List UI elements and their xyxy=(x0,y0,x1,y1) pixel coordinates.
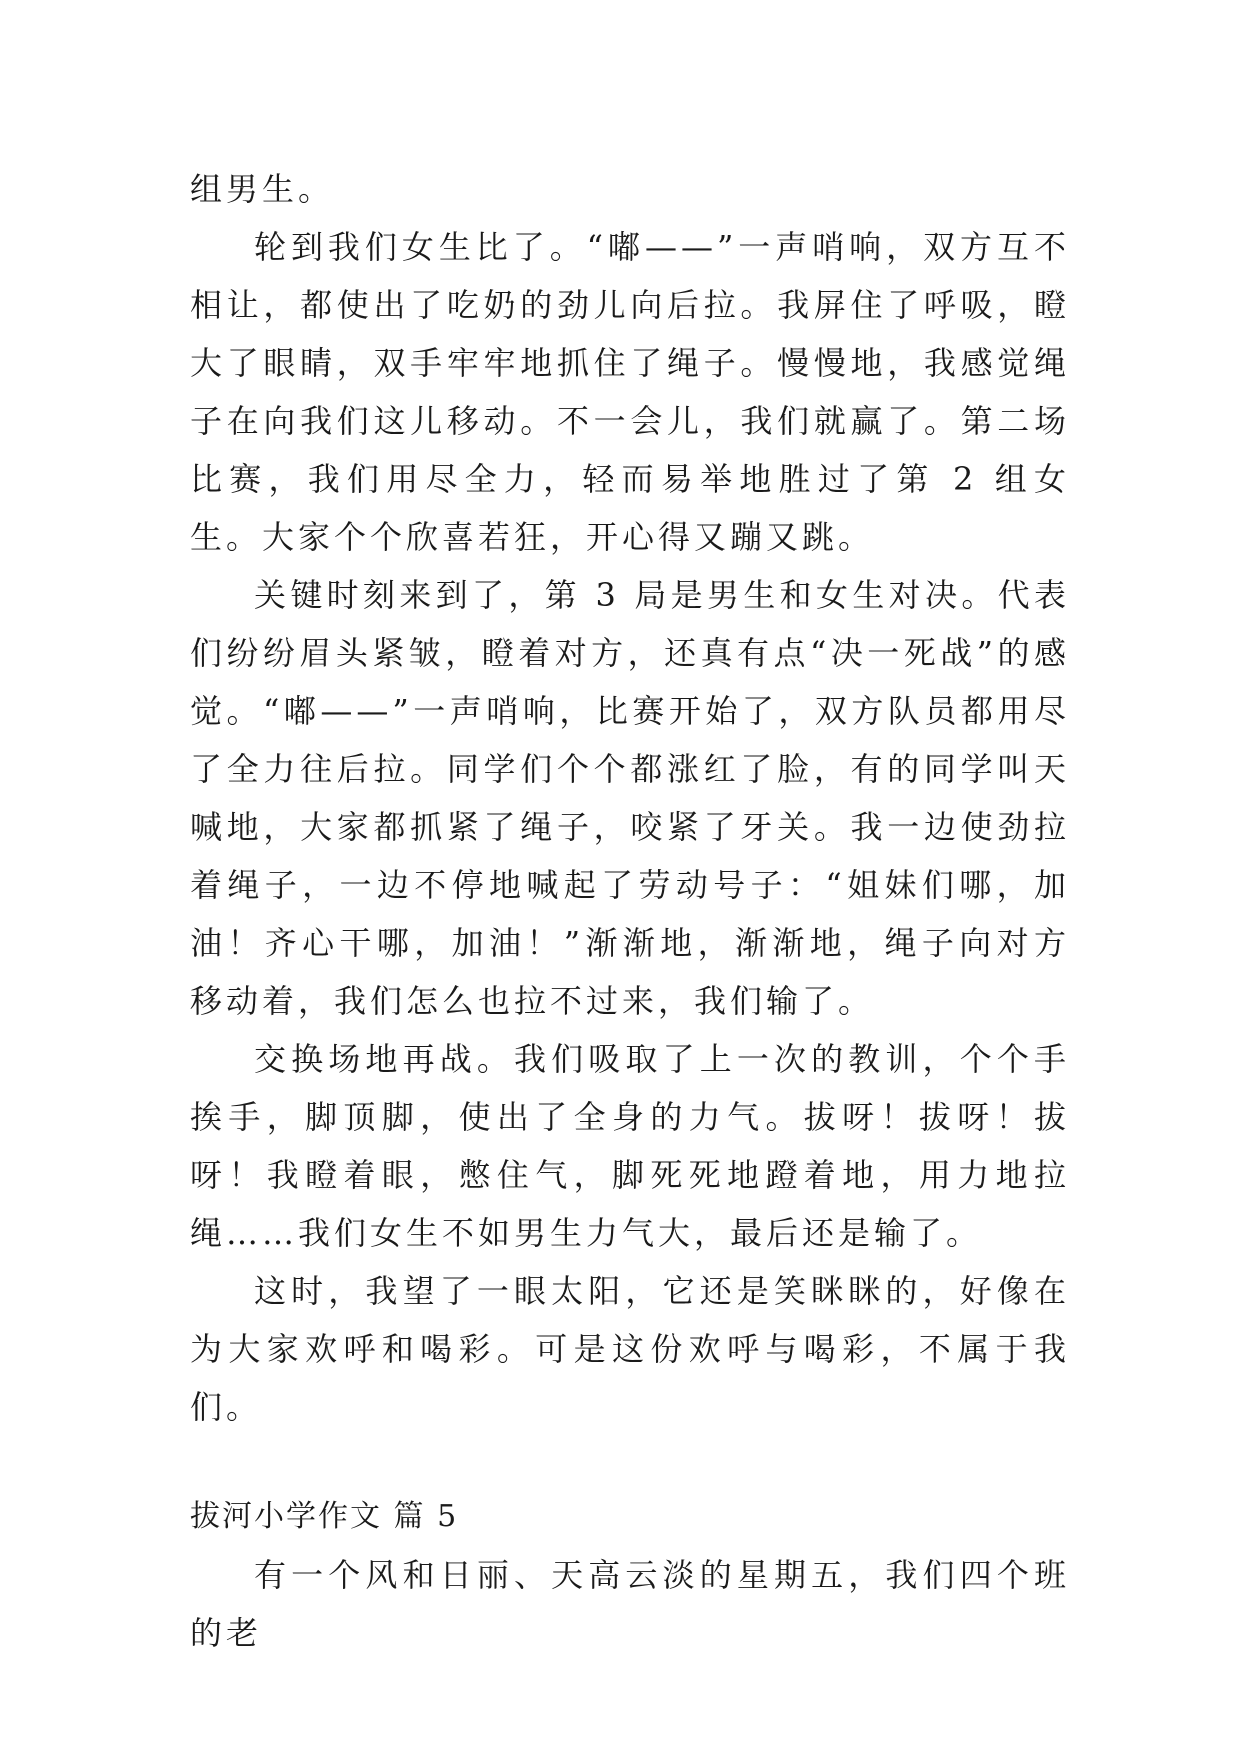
paragraph: 轮到我们女生比了。“嘟——”一声哨响，双方互不相让，都使出了吃奶的劲儿向后拉。我屏住了呼吸，瞪大了眼睛，双手牢牢地抓住了绳子。慢慢地，我感觉绳子在向我们这儿移动。不一会儿，我们就赢了。第二场比赛，我们用尽全力，轻而易举地胜过了第 2 组女生。大家个个欣喜若狂，开心得又蹦又跳。 xyxy=(190,228,1070,556)
paragraph: 这时，我望了一眼太阳，它还是笑眯眯的，好像在为大家欢呼和喝彩。可是这份欢呼与喝彩，不属于我们。 xyxy=(190,1272,1070,1426)
document-page xyxy=(190,160,1070,1662)
paragraph: 有一个风和日丽、天高云淡的星期五，我们四个班的老 xyxy=(190,1556,1070,1652)
section-heading: 拔河小学作文 篇 5 xyxy=(190,1499,459,1534)
paragraph: 交换场地再战。我们吸取了上一次的教训，个个手挨手，脚顶脚，使出了全身的力气。拔呀！拔呀！拔呀！我瞪着眼，憋住气，脚死死地蹬着地，用力地拉绳……我们女生不如男生力气大，最后还是输了。 xyxy=(190,1040,1070,1252)
paragraph: 关键时刻来到了，第 3 局是男生和女生对决。代表们纷纷眉头紧皱，瞪着对方，还真有点“决一死战”的感觉。“嘟——”一声哨响，比赛开始了，双方队员都用尽了全力往后拉。同学们个个都涨红了脸，有的同学叫天喊地，大家都抓紧了绳子，咬紧了牙关。我一边使劲拉着绳子，一边不停地喊起了劳动号子：“姐妹们哪，加油！齐心干哪，加油！”渐渐地，渐渐地，绳子向对方移动着，我们怎么也拉不过来，我们输了。 xyxy=(190,576,1070,1020)
paragraph: 组男生。 xyxy=(190,170,335,208)
